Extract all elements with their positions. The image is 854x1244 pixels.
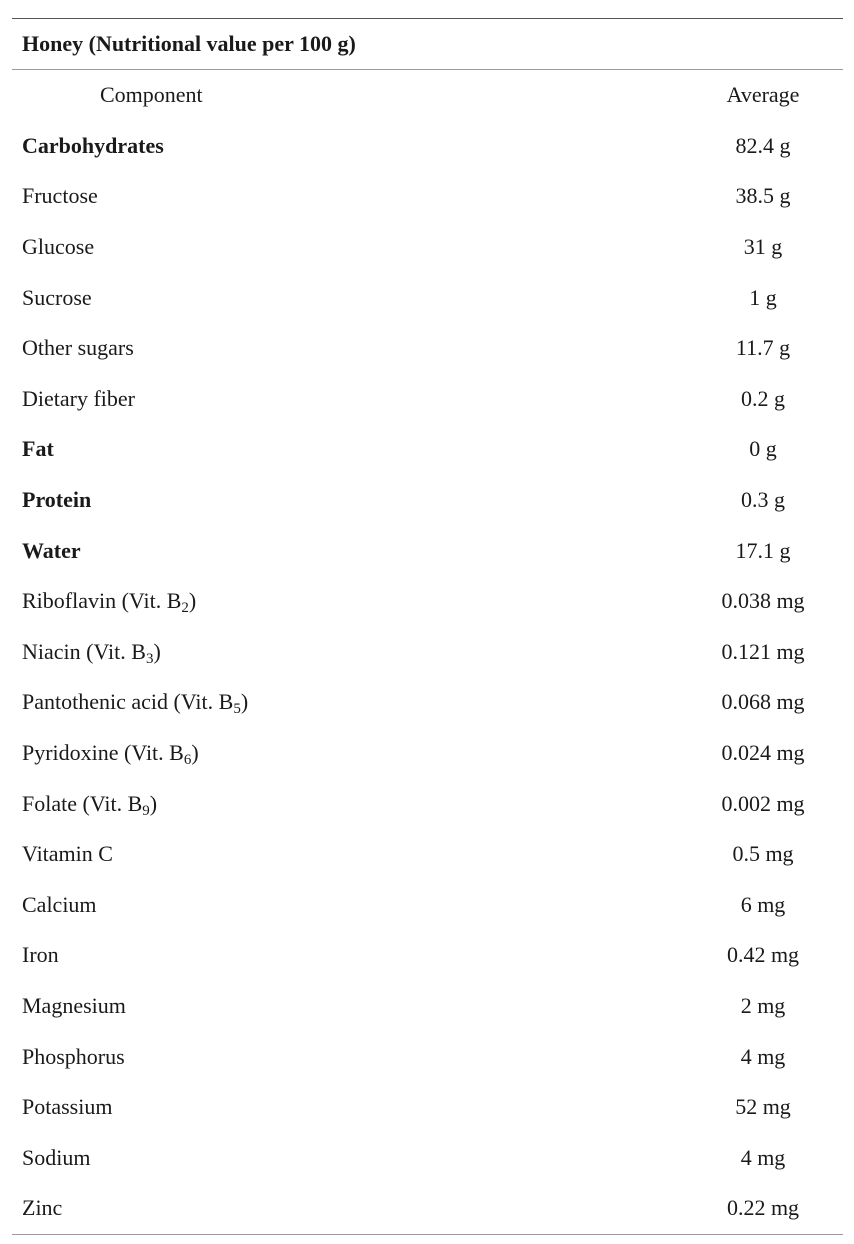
component-suffix: ) [188, 588, 197, 614]
component-name: Folate (Vit. B [22, 790, 143, 816]
table-row [12, 778, 843, 829]
component-name: Glucose [22, 234, 95, 260]
component-cell [12, 234, 683, 260]
component-cell [12, 183, 683, 209]
header-row [12, 70, 843, 121]
table-row [12, 374, 843, 425]
component-name: Other sugars [22, 335, 134, 361]
table-row [12, 475, 843, 526]
vitamin-subscript: 6 [183, 752, 192, 769]
average-value-cell: 0.2 g [741, 385, 785, 411]
bottom-rule [12, 1234, 843, 1235]
table-row [12, 981, 843, 1032]
table-row [12, 627, 843, 678]
average-value-cell: 0.121 mg [721, 638, 805, 664]
average-value-cell: 31 g [743, 234, 783, 260]
average-value-cell: 0.038 mg [721, 588, 805, 614]
table-row [12, 1183, 843, 1234]
table-row [12, 1082, 843, 1133]
vitamin-subscript: 2 [181, 600, 189, 617]
component-cell [12, 1094, 683, 1120]
average-value-cell: 4 mg [740, 1144, 786, 1170]
table-row [12, 272, 843, 323]
average-value-cell: 0.42 mg [726, 942, 800, 968]
table-row [12, 880, 843, 931]
component-cell [12, 436, 683, 462]
nutrition-table [12, 18, 843, 1235]
component-cell [12, 1044, 683, 1070]
average-value-cell: 4 mg [740, 1043, 786, 1069]
component-suffix: ) [240, 689, 249, 715]
component-cell [12, 841, 683, 867]
component-name: Pantothenic acid (Vit. B [22, 689, 234, 715]
header-component: Component [100, 82, 203, 108]
component-name: Water [22, 537, 81, 563]
component-cell [12, 639, 683, 665]
component-cell [12, 740, 683, 769]
average-value-cell: 2 mg [740, 992, 786, 1018]
average-value-cell: 0.002 mg [721, 790, 805, 816]
component-name: Pyridoxine (Vit. B [22, 740, 184, 766]
component-suffix: ) [153, 638, 161, 664]
component-cell [12, 588, 683, 617]
component-cell [12, 892, 683, 918]
average-value-cell: 0.068 mg [721, 689, 805, 715]
component-cell [12, 538, 683, 564]
component-name: Iron [22, 942, 59, 968]
component-name: Magnesium [22, 992, 126, 1018]
component-cell [12, 791, 683, 817]
component-cell [12, 942, 683, 968]
vitamin-subscript: 5 [233, 701, 241, 718]
component-name: Potassium [22, 1094, 113, 1120]
component-name: Niacin (Vit. B [22, 638, 146, 664]
component-cell [12, 1195, 683, 1221]
component-name: Protein [22, 487, 92, 513]
component-cell [12, 1145, 683, 1171]
component-suffix: ) [149, 790, 158, 816]
component-name: Riboflavin (Vit. B [22, 588, 182, 614]
table-row [12, 323, 843, 374]
average-value-cell: 0 g [749, 436, 777, 462]
table-row [12, 576, 843, 627]
table-row [12, 222, 843, 273]
component-cell [12, 386, 683, 412]
average-value-cell: 0.3 g [741, 487, 785, 513]
component-name: Carbohydrates [22, 132, 164, 158]
average-value-cell: 0.024 mg [721, 740, 805, 766]
table-title: Honey (Nutritional value per 100 g) [22, 31, 356, 56]
component-name: Fructose [22, 183, 98, 209]
table-row [12, 1031, 843, 1082]
average-value-cell: 1 g [749, 284, 777, 310]
component-cell [12, 133, 683, 159]
average-value-cell: 38.5 g [735, 183, 791, 209]
average-value-cell: 0.22 mg [726, 1195, 800, 1221]
table-row [12, 525, 843, 576]
component-name: Sucrose [22, 284, 92, 310]
vitamin-subscript: 3 [145, 650, 154, 667]
average-value-cell: 0.5 mg [732, 841, 794, 867]
table-row [12, 121, 843, 172]
table-row [12, 930, 843, 981]
table-row [12, 829, 843, 880]
average-value-cell: 52 mg [735, 1094, 791, 1120]
header-average: Average [726, 82, 800, 108]
vitamin-subscript: 9 [142, 802, 150, 819]
average-value-cell: 6 mg [740, 891, 786, 917]
component-cell [12, 285, 683, 311]
table-row [12, 1132, 843, 1183]
table-row [12, 171, 843, 222]
component-suffix: ) [191, 740, 199, 766]
average-value-cell: 17.1 g [735, 537, 791, 563]
table-row [12, 677, 843, 728]
component-name: Sodium [22, 1144, 91, 1170]
component-name: Dietary fiber [22, 385, 135, 411]
component-name: Calcium [22, 891, 97, 917]
component-cell [12, 689, 683, 718]
component-name: Fat [22, 436, 54, 462]
average-value-cell: 82.4 g [735, 132, 791, 158]
table-row [12, 424, 843, 475]
component-cell [12, 993, 683, 1019]
average-value-cell: 11.7 g [735, 335, 791, 361]
component-cell [12, 335, 683, 361]
component-name: Phosphorus [22, 1043, 125, 1069]
table-row [12, 728, 843, 779]
component-cell [12, 487, 683, 513]
component-name: Zinc [22, 1195, 63, 1221]
table-body [12, 121, 843, 1234]
component-name: Vitamin C [22, 841, 113, 867]
